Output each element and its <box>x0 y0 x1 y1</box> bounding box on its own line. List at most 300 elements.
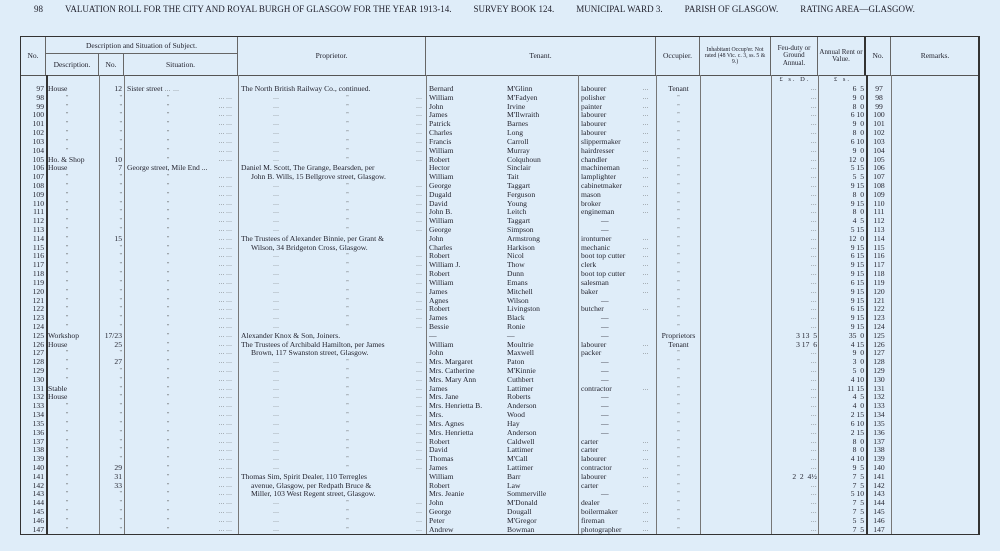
ditto-mark: " <box>167 517 170 524</box>
situation <box>127 314 236 323</box>
entry-number-right: 139 <box>873 454 885 464</box>
entry-number-right: 128 <box>873 357 885 367</box>
leader-dots: … <box>642 482 649 489</box>
tenant-surname: Carroll <box>507 136 529 146</box>
leader-dots: … <box>642 182 649 189</box>
leader-dots: … <box>273 456 279 463</box>
tenant-first-name: Thomas <box>429 454 454 464</box>
street-number: " <box>119 306 122 313</box>
table-row <box>21 235 978 244</box>
tenant-occupation <box>581 358 655 367</box>
feu-duty: ... <box>811 218 817 225</box>
description: Stable <box>48 383 67 393</box>
description: " <box>66 138 69 145</box>
ditto-mark: " <box>346 447 349 454</box>
entry-number-right: 133 <box>873 401 885 411</box>
description: " <box>66 368 69 374</box>
entry-number-right: 102 <box>873 128 885 138</box>
ditto-mark: " <box>346 438 349 445</box>
entry-number-right: 141 <box>873 471 885 481</box>
annual-rent: 5 15 <box>850 163 864 173</box>
feu-duty: ... <box>811 447 817 454</box>
leader-dots: … <box>415 429 422 436</box>
ditto-mark: " <box>167 526 170 533</box>
situation <box>127 349 236 358</box>
occupier: " <box>677 156 680 163</box>
leader-dots: … … <box>218 130 232 137</box>
header-description-group: Description and Situation of Subject. <box>46 37 238 54</box>
description: " <box>66 315 69 322</box>
tenant-surname: Black <box>507 313 525 323</box>
ditto-mark: " <box>346 262 349 269</box>
leader-dots: … <box>273 103 279 110</box>
entry-number: 142 <box>32 480 44 490</box>
leader-dots: … <box>642 94 649 101</box>
leader-dots: … … <box>218 332 232 339</box>
tenant-surname: Wood <box>507 410 525 420</box>
leader-dots: … <box>415 200 422 207</box>
situation <box>127 508 236 517</box>
ditto-mark: " <box>167 491 170 498</box>
entry-number-right: 132 <box>873 392 885 402</box>
street-number: " <box>119 394 122 401</box>
entry-number: 125 <box>32 330 44 340</box>
entry-number: 114 <box>32 233 44 243</box>
leader-dots: … <box>415 403 422 410</box>
table-row <box>21 120 978 129</box>
occupation-text: — <box>601 366 609 375</box>
description: " <box>66 323 69 330</box>
header-no-right: No. <box>866 37 891 75</box>
tenant-first-name: David <box>429 445 448 455</box>
leader-dots: … <box>273 130 279 137</box>
description: " <box>66 412 69 419</box>
description: " <box>66 491 69 498</box>
situation <box>127 482 236 491</box>
description: " <box>66 244 69 251</box>
ditto-mark: " <box>346 394 349 401</box>
tenant-first-name: William <box>429 471 454 481</box>
entry-number-right: 118 <box>873 269 885 279</box>
ditto-mark: " <box>167 306 170 313</box>
leader-dots: … <box>642 174 649 181</box>
header-annual-rent: Annual Rent or Value. <box>818 37 866 75</box>
occupation-text: carter <box>581 436 599 446</box>
entry-number-right: 138 <box>873 445 885 455</box>
tenant-surname: — <box>507 330 515 340</box>
description: " <box>66 359 69 366</box>
feu-duty: ... <box>811 403 817 410</box>
annual-rent: 4 10 <box>850 454 864 464</box>
tenant-surname: Nicol <box>507 251 524 261</box>
ditto-mark: " <box>167 394 170 401</box>
proprietor: Wilson, 34 Bridgeton Cross, Glasgow. <box>251 242 368 252</box>
annual-rent: 11 15 <box>847 383 864 393</box>
leader-dots: … … <box>218 218 232 225</box>
occupier: Proprietors <box>661 330 696 340</box>
feu-duty: ... <box>811 147 817 154</box>
proprietor <box>241 411 424 420</box>
header-no: No. <box>21 37 46 75</box>
header-situation: Situation. <box>124 54 238 75</box>
leader-dots: … <box>415 288 422 295</box>
description: " <box>66 526 69 533</box>
leader-dots: … <box>273 156 279 163</box>
situation <box>127 455 236 464</box>
tenant-surname: Young <box>507 198 527 208</box>
ditto-mark: " <box>346 456 349 463</box>
leader-dots: … <box>415 262 422 269</box>
annual-rent: 7 5 <box>852 471 864 481</box>
feu-duty: ... <box>811 429 817 436</box>
tenant-first-name: James <box>429 313 448 323</box>
ditto-mark: " <box>346 138 349 145</box>
leader-dots: … <box>642 209 649 216</box>
occupation-text: — <box>601 392 609 402</box>
tenant-first-name: Mrs. Catherine <box>429 366 475 375</box>
entry-number: 99 <box>36 101 44 111</box>
proprietor <box>241 182 424 191</box>
ditto-mark: " <box>167 420 170 427</box>
ditto-mark: " <box>346 121 349 128</box>
leader-dots: … <box>415 112 422 119</box>
entry-number: 117 <box>32 260 44 270</box>
description: " <box>66 209 69 216</box>
annual-rent: 2 15 <box>850 427 864 437</box>
tenant-occupation <box>581 349 655 358</box>
tenant-surname: M'Donald <box>507 498 538 508</box>
leader-dots: … <box>415 394 422 401</box>
table-row <box>21 367 978 376</box>
leader-dots: … <box>273 368 279 374</box>
occupier: " <box>677 209 680 216</box>
annual-rent: 6 15 <box>850 277 864 287</box>
entry-number: 121 <box>32 295 44 305</box>
feu-duty: ... <box>811 482 817 489</box>
tenant-first-name: David <box>429 198 448 208</box>
table-row <box>21 446 978 455</box>
entry-number: 136 <box>32 427 44 437</box>
tenant-first-name: William <box>429 339 454 349</box>
leader-dots: … <box>642 121 649 128</box>
leader-dots: … … <box>218 253 232 260</box>
annual-rent: 35 0 <box>848 330 864 340</box>
entry-number-right: 120 <box>873 286 885 296</box>
description: " <box>66 279 69 286</box>
occupation-text: salesman <box>581 277 609 287</box>
occupier: " <box>677 218 680 225</box>
leader-dots: … … <box>218 200 232 207</box>
entry-number-right: 137 <box>873 436 885 446</box>
entry-number: 146 <box>32 515 44 525</box>
occupier: Tenant <box>668 84 689 93</box>
leader-dots: … <box>415 227 422 233</box>
entry-number: 132 <box>32 392 44 402</box>
annual-rent: 5 5 <box>852 172 864 182</box>
entry-number: 109 <box>32 189 44 199</box>
street-number: " <box>119 209 122 216</box>
tenant-surname: Colquhoun <box>507 154 541 164</box>
leader-dots: … … <box>218 394 232 401</box>
entry-number-right: 117 <box>873 260 885 270</box>
table-row <box>21 526 978 535</box>
proprietor <box>241 217 424 226</box>
leader-dots: … <box>415 253 422 260</box>
feu-duty: ... <box>811 350 817 357</box>
annual-rent: 4 5 <box>852 216 864 226</box>
street-number: " <box>119 191 122 198</box>
tenant-occupation <box>581 314 655 323</box>
occupier: " <box>677 420 680 427</box>
ditto-mark: " <box>346 315 349 322</box>
tenant-surname: Livingston <box>507 304 540 314</box>
leader-dots: … <box>642 191 649 198</box>
situation <box>127 323 236 332</box>
annual-rent: 6 10 <box>850 136 864 146</box>
table-row <box>21 252 978 261</box>
ditto-mark: " <box>167 200 170 207</box>
leader-dots: … <box>273 253 279 260</box>
description: " <box>66 130 69 137</box>
entry-number: 108 <box>32 180 44 190</box>
tenant-surname: Irvine <box>507 101 526 111</box>
occupation-text: polisher <box>581 92 606 102</box>
leader-dots: … <box>415 121 422 128</box>
header-proprietor: Proprietor. <box>238 37 426 75</box>
street-number: " <box>119 112 122 119</box>
leader-dots: … <box>273 403 279 410</box>
tenant-first-name: Robert <box>429 269 450 279</box>
table-row <box>21 358 978 367</box>
situation <box>127 305 236 314</box>
tenant-occupation <box>581 402 655 411</box>
feu-duty: ... <box>811 112 817 119</box>
feu-duty: ... <box>811 209 817 216</box>
street-number: " <box>119 244 122 251</box>
feu-duty: ... <box>811 156 817 163</box>
header-inhabitant: Inhabitant Occup'er. Not rated (48 Vic. c. 3, ss. 5 & 9.) <box>700 37 771 75</box>
leader-dots: … <box>273 315 279 322</box>
occupation-text: — <box>601 401 609 411</box>
proprietor <box>241 270 424 279</box>
leader-dots: … <box>273 121 279 128</box>
situation <box>127 173 236 182</box>
occupation-text: labourer <box>581 128 607 138</box>
tenant-surname: Anderson <box>507 427 537 437</box>
feu-duty: ... <box>811 174 817 181</box>
page-number: 98 <box>34 4 43 14</box>
description: " <box>66 350 69 357</box>
table-row <box>21 270 978 279</box>
occupation-text: chandler <box>581 154 608 164</box>
occupation-text: mason <box>581 189 601 199</box>
leader-dots: … … <box>218 500 232 507</box>
street-number: " <box>119 368 122 374</box>
annual-rent: 9 0 <box>852 348 864 358</box>
ditto-mark: " <box>167 482 170 489</box>
table-row <box>21 244 978 253</box>
proprietor <box>241 191 424 200</box>
occupier: " <box>677 464 680 471</box>
occupation-text: — <box>601 216 609 226</box>
leader-dots: … <box>273 297 279 304</box>
annual-rent: 7 5 <box>852 498 864 508</box>
tenant-surname: Lattimer <box>507 462 534 472</box>
ditto-mark: " <box>346 253 349 260</box>
leader-dots: … … <box>218 297 232 304</box>
leader-dots: … <box>642 103 649 110</box>
tenant-first-name: Agnes <box>429 295 449 305</box>
tenant-first-name: Bernard <box>429 84 454 93</box>
proprietor <box>241 508 424 517</box>
street-number: 10 <box>114 154 122 164</box>
situation <box>127 297 236 306</box>
leader-dots: … … <box>218 350 232 357</box>
street-number: " <box>119 288 122 295</box>
ditto-mark: " <box>346 517 349 524</box>
leader-dots: … <box>273 412 279 419</box>
header-remarks: Remarks. <box>920 51 950 61</box>
description: " <box>66 473 69 480</box>
annual-rent: 9 5 <box>852 462 864 472</box>
leader-dots: … <box>642 517 649 524</box>
tenant-occupation <box>581 482 655 491</box>
occupation-text: fireman <box>581 515 605 525</box>
proprietor <box>241 279 424 288</box>
occupation-text: — <box>601 321 609 331</box>
situation <box>127 111 236 120</box>
entry-number-right: 122 <box>873 304 885 314</box>
leader-dots: … <box>415 385 422 392</box>
feu-duty: 3 13 5 <box>796 330 817 340</box>
street-number: " <box>119 350 122 357</box>
situation <box>127 517 236 526</box>
leader-dots: … … <box>218 376 232 383</box>
feu-duty: ... <box>811 271 817 278</box>
ditto-mark: " <box>167 182 170 189</box>
description: " <box>66 147 69 154</box>
occupation-text: labourer <box>581 84 607 93</box>
leader-dots: … <box>415 526 422 533</box>
tenant-surname: Mitchell <box>507 286 533 296</box>
feu-duty: ... <box>811 94 817 101</box>
proprietor: Brown, 117 Swanston street, Glasgow. <box>251 348 369 358</box>
occupation-text: machineman <box>581 163 620 173</box>
situation <box>127 420 236 429</box>
street-number: 17/23 <box>104 330 122 340</box>
occupation-text: contractor <box>581 462 612 472</box>
description: " <box>66 121 69 128</box>
entry-number: 101 <box>32 119 44 129</box>
entry-number-right: 112 <box>873 216 885 226</box>
leader-dots: … <box>642 112 649 119</box>
feu-duty: ... <box>811 191 817 198</box>
entry-number: 105 <box>32 154 44 164</box>
tenant-surname: Long <box>507 128 524 138</box>
leader-dots: … … <box>218 315 232 322</box>
leader-dots: … <box>273 376 279 383</box>
feu-duty: ... <box>811 165 817 172</box>
tenant-surname: M'Gregor <box>507 515 537 525</box>
ditto-mark: " <box>167 209 170 216</box>
ditto-mark: " <box>167 429 170 436</box>
occupation-text: — <box>601 225 609 234</box>
tenant-occupation <box>581 385 655 394</box>
entry-number-right: 113 <box>873 225 885 234</box>
occupier: " <box>677 271 680 278</box>
leader-dots: … <box>415 315 422 322</box>
ditto-mark: " <box>167 279 170 286</box>
entry-number: 120 <box>32 286 44 296</box>
leader-dots: … … <box>218 491 232 498</box>
occupation-text: labourer <box>581 119 607 129</box>
table-row <box>21 438 978 447</box>
entry-number: 131 <box>32 383 44 393</box>
table-row <box>21 261 978 270</box>
leader-dots: … <box>415 464 422 471</box>
ditto-mark: " <box>167 332 170 339</box>
ditto-mark: " <box>346 200 349 207</box>
feu-duty: ... <box>811 456 817 463</box>
description: " <box>66 420 69 427</box>
entry-number-right: 124 <box>873 321 885 331</box>
entry-number: 140 <box>32 462 44 472</box>
entry-number: 147 <box>32 524 44 534</box>
leader-dots: … … <box>218 368 232 374</box>
street-number: 25 <box>114 339 122 349</box>
leader-dots: … <box>415 368 422 374</box>
entry-number-right: 144 <box>873 498 885 508</box>
proprietor <box>241 420 424 429</box>
entry-number: 104 <box>32 145 44 155</box>
valuation-table <box>20 36 980 535</box>
situation <box>127 164 236 173</box>
survey-book: SURVEY BOOK 124. <box>473 4 555 14</box>
tenant-surname: Emans <box>507 277 528 287</box>
table-row <box>21 464 978 473</box>
street-number: " <box>119 517 122 524</box>
table-row <box>21 226 978 235</box>
leader-dots: … <box>273 420 279 427</box>
table-row <box>21 279 978 288</box>
description: " <box>66 200 69 207</box>
situation <box>127 129 236 138</box>
table-row <box>21 138 978 147</box>
leader-dots: … <box>642 165 649 172</box>
leader-dots: … … <box>218 147 232 154</box>
entry-number-right: 129 <box>873 366 885 375</box>
tenant-first-name: Robert <box>429 251 450 261</box>
ditto-mark: " <box>167 500 170 507</box>
municipal-ward: MUNICIPAL WARD 3. <box>576 4 663 14</box>
tenant-first-name: — <box>429 330 437 340</box>
ditto-mark: " <box>346 464 349 471</box>
occupation-text: labourer <box>581 339 607 349</box>
situation <box>127 244 236 253</box>
entry-number: 106 <box>32 163 44 173</box>
annual-rent: 9 15 <box>850 295 864 305</box>
ditto-mark: " <box>167 385 170 392</box>
table-row <box>21 305 978 314</box>
entry-number-right: 111 <box>873 207 885 217</box>
situation <box>127 191 236 200</box>
ditto-mark: " <box>346 359 349 366</box>
proprietor: The Trustees of Archibald Hamilton, per James <box>241 339 385 349</box>
leader-dots: … <box>415 517 422 524</box>
proprietor: avenue, Glasgow, per Redpath Bruce & <box>251 480 372 490</box>
table-row <box>21 94 978 103</box>
feu-duty: 3 17 6 <box>796 339 817 349</box>
